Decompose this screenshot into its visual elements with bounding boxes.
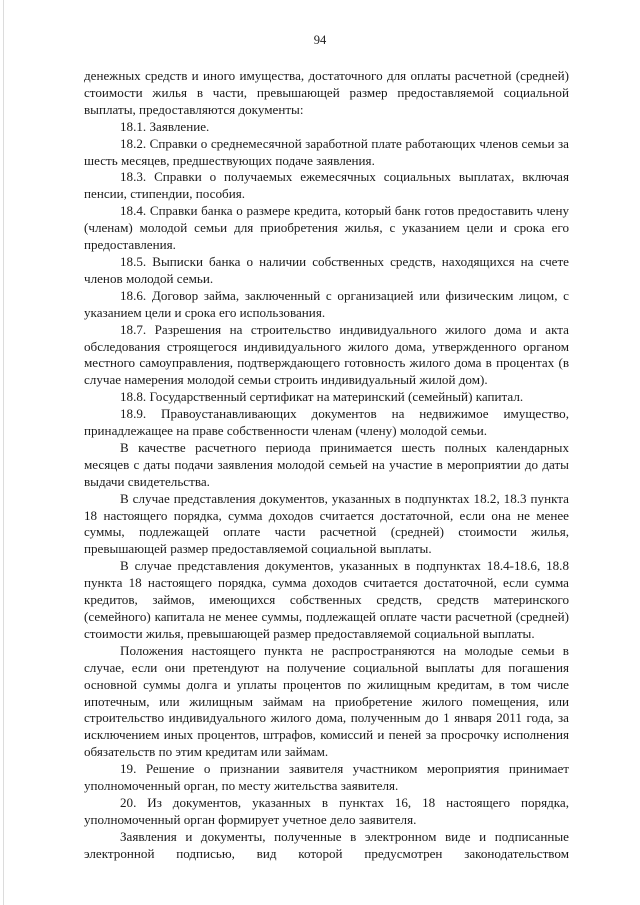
paragraph-income-sufficiency-2: В случае представления документов, указанных в подпунктах 18.4-18.6, 18.8 пункта 18 настоящего порядка, сумма доходов считается достаточной, если сумма кредитов, займов, имеющихся собственных средств, средств материнского (семейного) капитала не менее суммы, подлежащей оплате части расчетной (средней) стоимости жилья, превышающей размер предоставляемой социальной выплаты.	[84, 558, 569, 641]
paragraph-18-7: 18.7. Разрешения на строительство индивидуального жилого дома и акта обследования строящегося индивидуального жилого дома, утвержденного органом местного самоуправления, подтверждающего готовность жилого дома в процентах (в случае намерения молодой семьи строить индивидуальный жилой дом).	[84, 321, 569, 388]
paragraph-18-5: 18.5. Выписки банка о наличии собственных средств, находящихся на счете членов молодой семьи.	[84, 253, 569, 286]
paragraph-electronic-documents: Заявления и документы, полученные в электронном виде и подписанные электронной подписью, вид которой предусмотрен законодательством	[84, 828, 569, 861]
paragraph-19: 19. Решение о признании заявителя участником мероприятия принимает уполномоченный орган, по месту жительства заявителя.	[84, 761, 569, 794]
paragraph-exceptions: Положения настоящего пункта не распространяются на молодые семьи в случае, если они претендуют на получение социальной выплаты для погашения основной суммы долга и уплаты процентов по жилищным кредитам, в том числе ипотечным, или жилищным займам на приобретение жилого помещения, или строительство индивидуального жилого дома, полученным до 1 января 2011 года, за исключением иных процентов, штрафов, комиссий и пеней за просрочку исполнения обязательств по этим кредитам или займам.	[84, 642, 569, 760]
paragraph-intro: денежных средств и иного имущества, достаточного для оплаты расчетной (средней) стоимости жилья в части, превышающей размер предоставляемой социальной выплаты, предоставляются документы:	[84, 68, 569, 117]
paragraph-calculation-period: В качестве расчетного периода принимается шесть полных календарных месяцев с даты подачи заявления молодой семьей на участие в мероприятии до даты выдачи свидетельства.	[84, 439, 569, 489]
page-number: 94	[313, 33, 327, 47]
paragraph-18-8: 18.8. Государственный сертификат на материнский (семейный) капитал.	[120, 389, 524, 405]
paragraph-income-sufficiency-1: В случае представления документов, указанных в подпунктах 18.2, 18.3 пункта 18 настоящего порядка, сумма доходов считается достаточной, если она не менее суммы, подлежащей оплате части расчетной (средней) стоимости жилья, превышающей размер предоставляемой социальной выплаты.	[84, 490, 569, 557]
document-body	[84, 68, 569, 863]
paragraph-18-2: 18.2. Справки о среднемесячной заработной плате работающих членов семьи за шесть месяцев, предшествующих подаче заявления.	[84, 135, 569, 168]
paragraph-18-3: 18.3. Справки о получаемых ежемесячных социальных выплатах, включая пенсии, стипендии, пособия.	[84, 169, 569, 202]
scan-edge-line	[3, 0, 4, 905]
paragraph-18-4: 18.4. Справки банка о размере кредита, который банк готов предоставить члену (членам) молодой семьи для приобретения жилья, с указанием цели и срока его предоставления.	[84, 203, 569, 253]
paragraph-18-9: 18.9. Правоустанавливающих документов на недвижимое имущество, принадлежащее на праве собственности членам (члену) молодой семьи.	[84, 406, 569, 439]
paragraph-18-1: 18.1. Заявление.	[120, 118, 210, 134]
paragraph-20: 20. Из документов, указанных в пунктах 16, 18 настоящего порядка, уполномоченный орган формирует учетное дело заявителя.	[84, 794, 569, 827]
paragraph-18-6: 18.6. Договор займа, заключенный с организацией или физическим лицом, с указанием цели и срока его использования.	[84, 287, 569, 320]
